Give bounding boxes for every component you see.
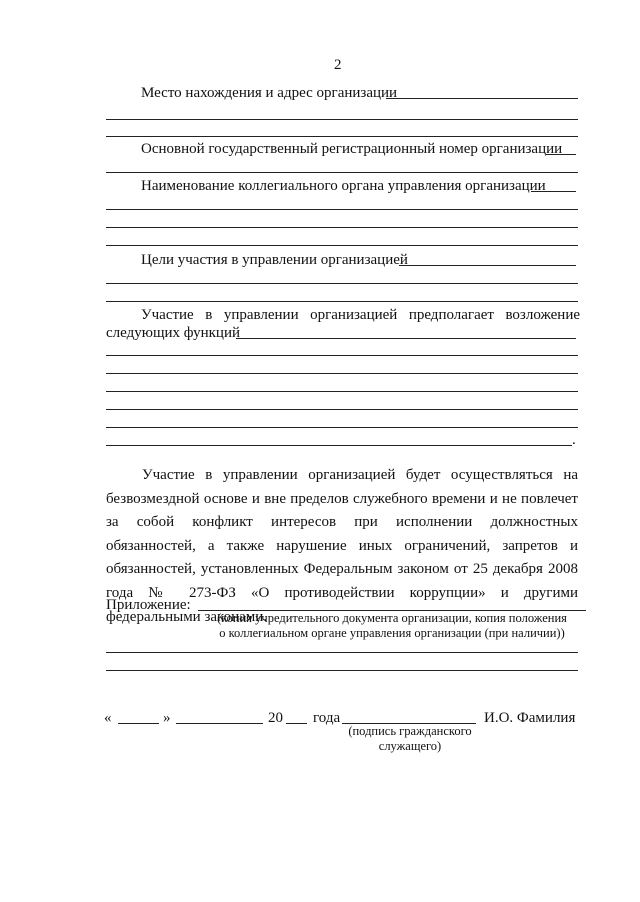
location-input-line-3[interactable] bbox=[106, 136, 578, 137]
ogrn-label: Основной государственный регистрационный номер организации bbox=[141, 141, 563, 157]
collegial-body-label: Наименование коллегиального органа управления организации bbox=[141, 178, 546, 194]
attachment-hint-line2: о коллегиальном органе управления организации (при наличии)) bbox=[219, 626, 565, 640]
attachment-label: Приложение: bbox=[106, 597, 191, 613]
functions-input-line[interactable] bbox=[236, 338, 576, 339]
collegial-body-input-line-2[interactable] bbox=[106, 209, 578, 210]
functions-end-period: . bbox=[572, 432, 576, 448]
attachment-hint-line1: (копия учредительного документа организации, копия положения bbox=[217, 611, 567, 625]
date-quote-open: « bbox=[104, 710, 112, 726]
goals-label: Цели участия в управлении организацией bbox=[141, 252, 408, 268]
page-number: 2 bbox=[334, 57, 342, 73]
location-input-line[interactable] bbox=[386, 98, 578, 99]
signature-hint-line2: служащего) bbox=[378, 739, 442, 753]
functions-input-line-3[interactable] bbox=[106, 373, 578, 374]
goals-input-line-3[interactable] bbox=[106, 301, 578, 302]
date-day-input-line[interactable] bbox=[118, 723, 159, 724]
collegial-body-input-line[interactable] bbox=[531, 191, 576, 192]
functions-label-part2: следующих функций bbox=[106, 325, 241, 341]
functions-label-part1: Участие в управлении организацией предполагает возложение bbox=[141, 307, 580, 323]
statement-paragraph: Участие в управлении организацией будет осуществляться на безвозмездной основе и вне пределов служебного времени и не повлечет за собой конфликт интересов при исполнении должностных обязанностей, а также нарушение иных ограничений, запретов и обязанностей, установленных Федеральным законом от 25 декабря 2008 года № 273-ФЗ «О противодействии коррупции» и другими федеральными законами. bbox=[106, 467, 578, 625]
functions-input-line-5[interactable] bbox=[106, 409, 578, 410]
date-year-prefix: 20 bbox=[268, 710, 283, 726]
collegial-body-input-line-4[interactable] bbox=[106, 245, 578, 246]
attachment-input-line-2[interactable] bbox=[106, 652, 578, 653]
goals-input-line[interactable] bbox=[399, 265, 576, 266]
location-label: Место нахождения и адрес организации bbox=[141, 85, 398, 101]
functions-input-line-6[interactable] bbox=[106, 427, 578, 428]
signature-hint-line1: (подпись гражданского bbox=[348, 724, 472, 738]
ogrn-input-line[interactable] bbox=[546, 154, 576, 155]
functions-input-line-2[interactable] bbox=[106, 355, 578, 356]
collegial-body-input-line-3[interactable] bbox=[106, 227, 578, 228]
date-month-input-line[interactable] bbox=[176, 723, 263, 724]
signer-name: И.О. Фамилия bbox=[484, 710, 576, 726]
functions-input-line-4[interactable] bbox=[106, 391, 578, 392]
date-year-input-line[interactable] bbox=[286, 723, 307, 724]
date-year-suffix: года bbox=[313, 710, 341, 726]
goals-input-line-2[interactable] bbox=[106, 283, 578, 284]
functions-input-line-7[interactable] bbox=[106, 445, 572, 446]
attachment-input-line-3[interactable] bbox=[106, 670, 578, 671]
location-input-line-2[interactable] bbox=[106, 119, 578, 120]
date-quote-close: » bbox=[163, 710, 171, 726]
ogrn-input-line-2[interactable] bbox=[106, 172, 578, 173]
